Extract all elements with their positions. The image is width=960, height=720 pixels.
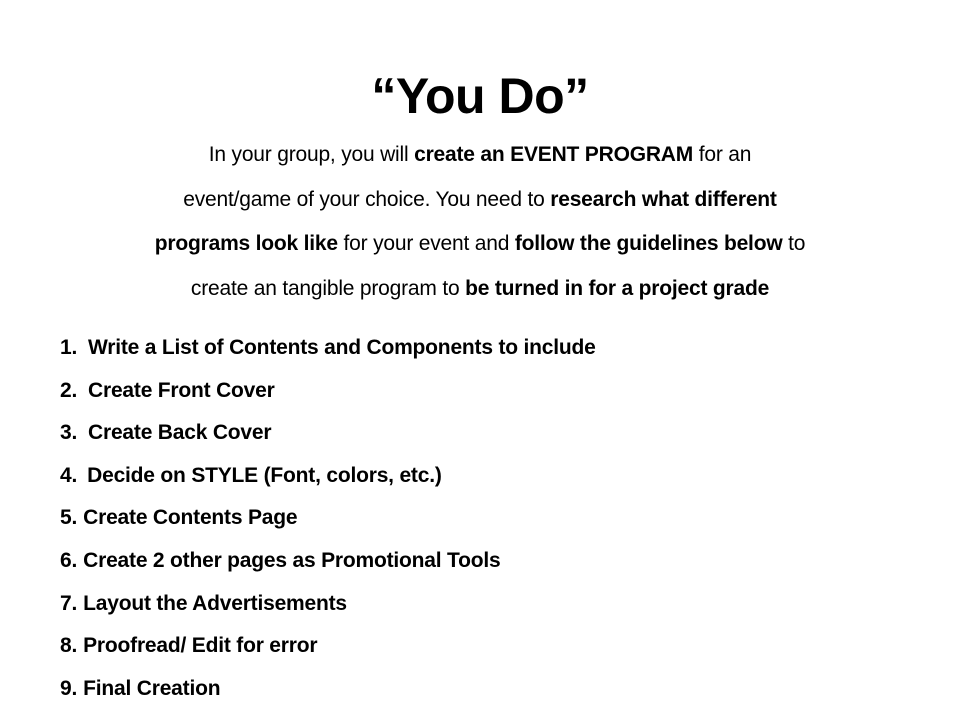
step-item (60, 412, 920, 455)
step-item (60, 497, 920, 540)
step-item (60, 625, 920, 668)
intro-text: In your group, you will (208, 143, 415, 166)
intro-text: create an tangible program to (190, 276, 466, 300)
intro-emphasis: create an EVENT PROGRAM (414, 143, 694, 166)
step-number: 6. (60, 548, 78, 572)
slide-title: “You Do” (371, 67, 589, 124)
step-item (60, 455, 920, 498)
step-item (60, 583, 920, 626)
intro-text: for your event and (337, 232, 515, 255)
step-item (60, 668, 920, 711)
step-text: Final Creation (83, 676, 221, 700)
intro-text: to (782, 232, 806, 255)
intro-emphasis: research what different (550, 187, 777, 211)
step-number: 2. (60, 378, 78, 402)
step-number: 1. (60, 336, 78, 359)
intro-emphasis: programs look like (154, 232, 338, 255)
step-number: 8. (60, 634, 78, 658)
intro-emphasis: follow the guidelines below (514, 232, 783, 255)
steps-list (60, 327, 920, 710)
intro-text: for an (693, 143, 752, 166)
step-number: 9. (60, 676, 78, 700)
intro-text: event/game of your choice. You need to (183, 187, 551, 211)
step-item (60, 370, 920, 413)
step-text: Layout the Advertisements (83, 591, 347, 615)
step-number: 5. (60, 506, 78, 530)
intro-line (40, 178, 920, 223)
intro-line (40, 133, 920, 178)
step-text: Create 2 other pages as Promotional Tools (83, 548, 501, 572)
step-item (60, 327, 920, 370)
step-number: 3. (60, 421, 78, 445)
step-item (60, 540, 920, 583)
step-text: Proofread/ Edit for error (83, 634, 318, 658)
step-text: Create Contents Page (83, 506, 298, 530)
intro-line (40, 267, 920, 312)
intro-line (40, 222, 920, 267)
step-text: Create Front Cover (88, 378, 275, 402)
step-text: Create Back Cover (88, 421, 272, 445)
intro-paragraph (40, 133, 920, 311)
step-text: Decide on STYLE (Font, colors, etc.) (87, 463, 442, 487)
intro-emphasis: be turned in for a project grade (465, 276, 770, 300)
step-number: 7. (60, 591, 78, 615)
step-number: 4. (60, 463, 78, 487)
step-text: Write a List of Contents and Components to include (88, 336, 596, 359)
